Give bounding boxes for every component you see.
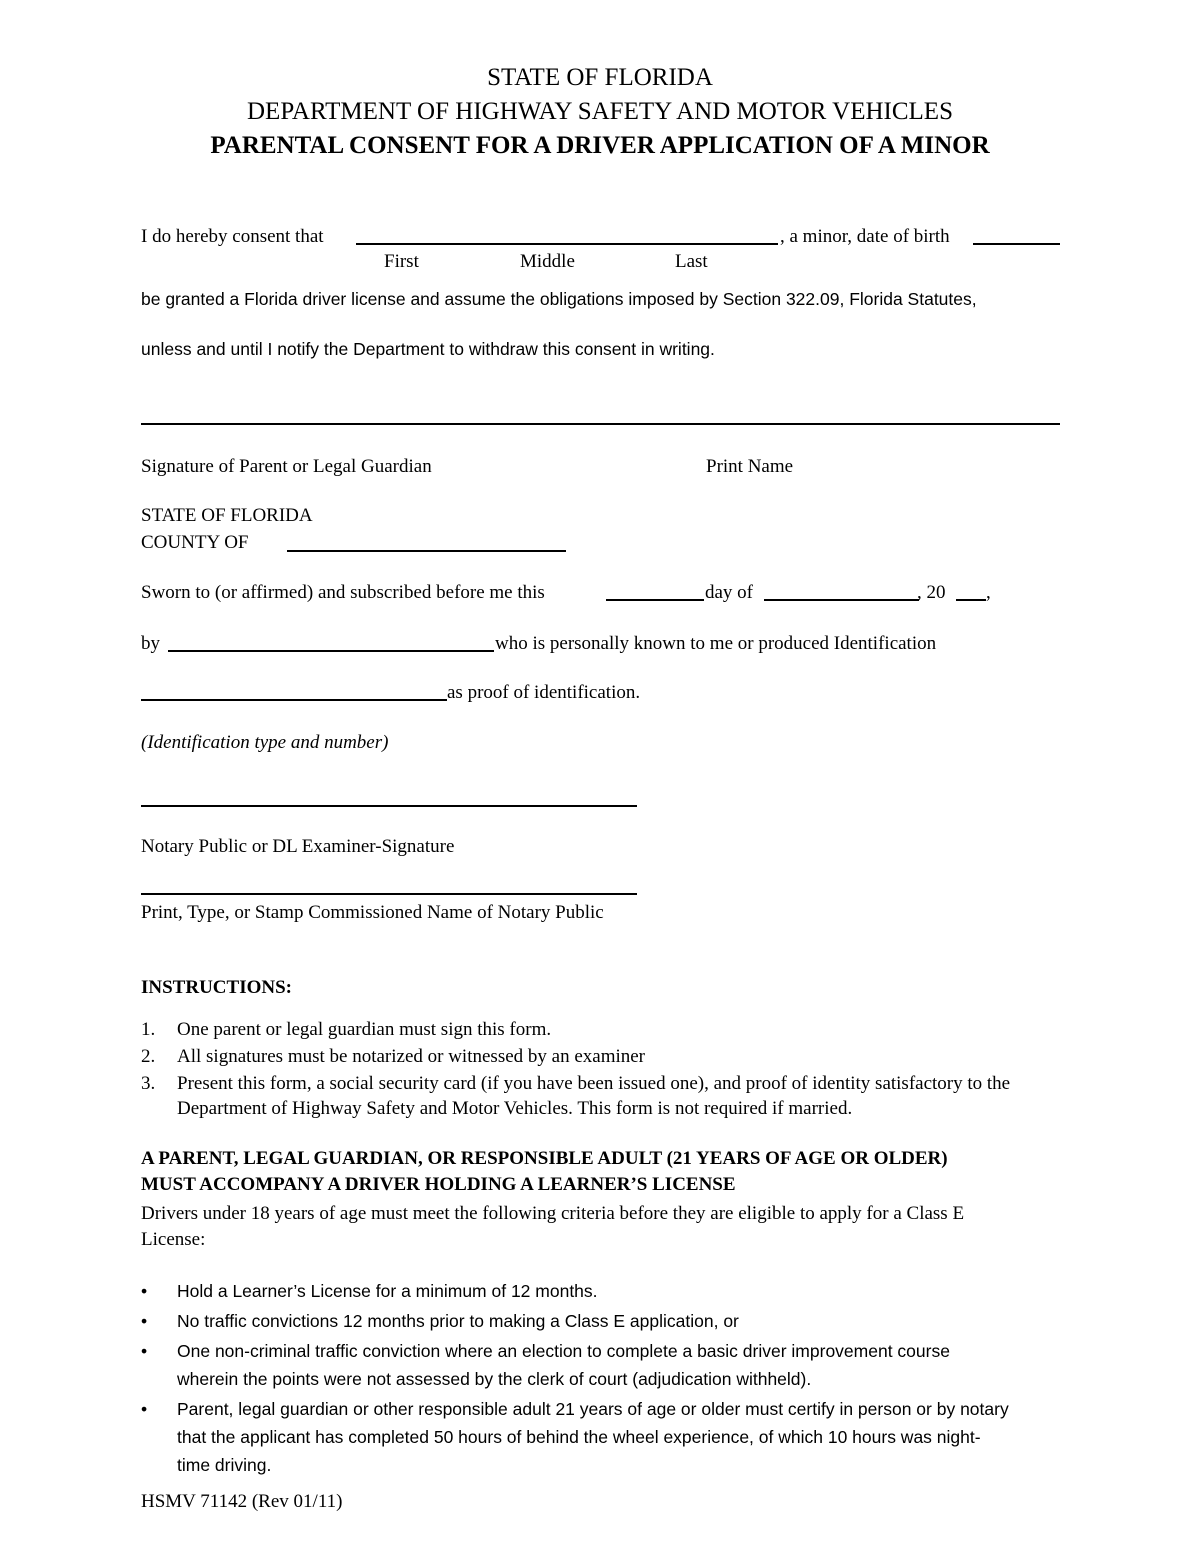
consent-intro: I do hereby consent that [141,226,324,247]
signature-label: Signature of Parent or Legal Guardian [141,456,432,477]
minor-name-line[interactable] [356,243,778,245]
name-label-last: Last [675,251,708,272]
by-name-line[interactable] [168,650,494,652]
year-suffix: , [986,582,991,603]
parent-signature-line[interactable] [141,423,1060,425]
instruction-number: 3. [141,1073,156,1094]
criteria-item: One non-criminal traffic conviction where an election to complete a basic driver improvement course [177,1341,950,1361]
criteria-item-continued: wherein the points were not assessed by the clerk of court (adjudication withheld). [177,1369,812,1389]
notary-state: STATE OF FLORIDA [141,505,313,526]
accompany-body-2: License: [141,1229,206,1250]
proof-text: as proof of identification. [447,682,641,703]
notary-name-line[interactable] [141,893,637,895]
notary-name-label: Print, Type, or Stamp Commissioned Name of Notary Public [141,902,604,923]
instruction-item: All signatures must be notarized or witnessed by an examiner [177,1046,646,1067]
bullet-icon: • [141,1311,148,1331]
bullet-icon: • [141,1281,148,1301]
county-line[interactable] [287,550,566,552]
id-type-label: (Identification type and number) [141,732,389,753]
name-label-first: First [384,251,419,272]
instruction-item: Present this form, a social security card (if you have been issued one), and proof of identity satisfactory to the [177,1073,1011,1094]
sworn-text: Sworn to (or affirmed) and subscribed before me this [141,582,545,603]
header-department: DEPARTMENT OF HIGHWAY SAFETY AND MOTOR VEHICLES [247,98,953,125]
instruction-item: One parent or legal guardian must sign this form. [177,1019,552,1040]
minor-dob-line[interactable] [973,243,1060,245]
instruction-number: 2. [141,1046,156,1067]
by-label: by [141,633,160,654]
sworn-day-line[interactable] [606,599,704,601]
criteria-item: Hold a Learner’s License for a minimum of 12 months. [177,1281,598,1301]
form-title: PARENTAL CONSENT FOR A DRIVER APPLICATION OF A MINOR [210,132,990,159]
instructions-heading: INSTRUCTIONS: [141,977,292,998]
criteria-item: No traffic convictions 12 months prior to making a Class E application, or [177,1311,739,1331]
known-text: who is personally known to me or produced Identification [495,633,937,654]
instruction-item-continued: Department of Highway Safety and Motor Vehicles. This form is not required if married. [177,1098,853,1119]
form-number: HSMV 71142 (Rev 01/11) [141,1491,343,1512]
criteria-item: Parent, legal guardian or other responsible adult 21 years of age or older must certify in person or by notary [177,1399,1009,1419]
minor-dob-label: , a minor, date of birth [780,226,950,247]
identification-line[interactable] [141,699,447,701]
notary-county-label: COUNTY OF [141,532,249,553]
bullet-icon: • [141,1341,148,1361]
accompany-body-1: Drivers under 18 years of age must meet the following criteria before they are eligible to apply for a Class E [141,1203,965,1224]
year-prefix: , 20 [917,582,946,603]
consent-text-line-1: be granted a Florida driver license and assume the obligations imposed by Section 322.09, Florida Statutes, [141,289,977,309]
criteria-item-continued: time driving. [177,1455,272,1475]
header-state: STATE OF FLORIDA [487,64,713,91]
criteria-item-continued: that the applicant has completed 50 hours of behind the wheel experience, of which 10 hours was night- [177,1427,981,1447]
consent-text-line-2: unless and until I notify the Department to withdraw this consent in writing. [141,339,715,359]
notary-signature-label: Notary Public or DL Examiner-Signature [141,836,455,857]
accompany-heading-1: A PARENT, LEGAL GUARDIAN, OR RESPONSIBLE ADULT (21 YEARS OF AGE OR OLDER) [141,1148,948,1169]
bullet-icon: • [141,1399,148,1419]
accompany-heading-2: MUST ACCOMPANY A DRIVER HOLDING A LEARNER’S LICENSE [141,1174,736,1195]
print-name-label: Print Name [706,456,794,477]
sworn-month-line[interactable] [764,599,919,601]
sworn-year-line[interactable] [956,599,986,601]
notary-signature-line[interactable] [141,805,637,807]
instruction-number: 1. [141,1019,156,1040]
day-of-label: day of [705,582,754,603]
name-label-middle: Middle [520,251,575,272]
